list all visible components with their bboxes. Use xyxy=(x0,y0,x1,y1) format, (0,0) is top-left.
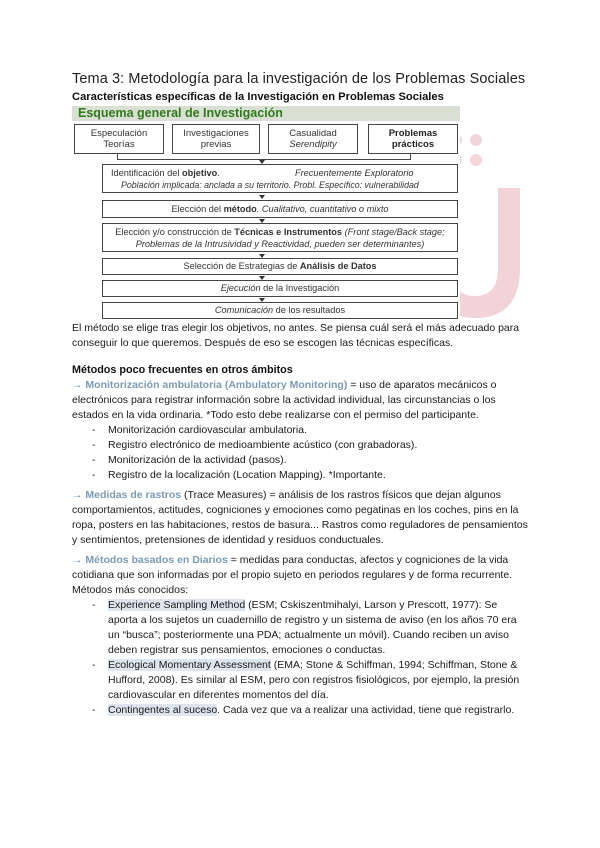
list-item-text: (ESM; Cskiszentmihalyi, Larson y Prescott, 1977): Se aporta a los sujetos un cuadernillo de registro y un sistema de aviso (en los años 70 era un “busca”; posteriormente una PDA; actualmente un móvil). Cuando reciben un aviso deben registrar sus pensamientos, emociones o conductas. xyxy=(108,599,517,656)
metodo-suffix: . Cualitativo, cuantitativo o mixto xyxy=(256,204,389,214)
list-item-text: Registro de la localización (Location Mapping). *Importante. xyxy=(108,469,386,481)
list-item xyxy=(92,453,528,468)
list-item-text: Registro electrónico de medioambiente acústico (con grabadoras). xyxy=(108,439,418,451)
research-schema-figure xyxy=(72,106,460,320)
objetivo-exploratorio: Frecuentemente Exploratorio xyxy=(295,168,414,178)
box-line-1: Investigaciones xyxy=(183,128,249,139)
monitorizacion-text: = uso de aparatos mecánicos o electrónicos para registrar información sobre la actividad individual, las circunstancias o los estados en la vida ordinaria. *Todo esto debe realizarse con el permiso del participante. xyxy=(72,379,497,421)
schema-title: Esquema general de Investigación xyxy=(78,106,283,120)
ejecucion-keyword: Ejecución xyxy=(220,283,261,293)
intro-paragraph: El método se elige tras elegir los objetivos, no antes. Se piensa cuál será el más adecuado para conseguir lo que queremos. Después de eso se escogen las técnicas específicas. xyxy=(72,322,520,349)
arrow-right-icon: → xyxy=(72,554,83,566)
schema-box-especulacion xyxy=(74,124,164,154)
diarios-list xyxy=(92,598,528,718)
schema-box-problemas xyxy=(368,124,458,154)
schema-box-comunicacion xyxy=(102,302,458,319)
rastros-paragraph xyxy=(72,488,532,548)
list-item-text: Monitorización de la actividad (pasos). xyxy=(108,454,287,466)
list-item-term: Contingentes al suceso xyxy=(108,704,218,716)
dash-bullet: - xyxy=(92,704,96,716)
schema-box-metodo xyxy=(102,200,458,218)
box-line-2: prácticos xyxy=(391,139,435,150)
list-item xyxy=(92,703,528,718)
schema-box-ejecucion xyxy=(102,280,458,297)
box-line-1: Casualidad xyxy=(289,128,337,139)
list-item-text: . Cada vez que va a realizar una actividad, tiene que registrarlo. xyxy=(217,704,515,716)
dash-bullet: - xyxy=(92,424,96,436)
list-item xyxy=(92,468,528,483)
metodo-prefix: Elección del xyxy=(171,204,224,214)
arrow-right-icon: → xyxy=(72,379,83,391)
box-line-2: Teorías xyxy=(103,139,135,150)
list-item-text: Monitorización cardiovascular ambulatoria. xyxy=(108,424,308,436)
objetivo-line-1 xyxy=(111,167,453,179)
dash-bullet: - xyxy=(92,469,96,481)
diarios-term: Métodos basados en Diarios xyxy=(85,554,228,566)
monitorizacion-paragraph xyxy=(72,378,532,423)
dash-bullet: - xyxy=(92,454,96,466)
page-title: Tema 3: Metodología para la investigación de los Problemas Sociales xyxy=(72,71,526,87)
objetivo-dot: . xyxy=(217,168,220,178)
analisis-keyword: Análisis de Datos xyxy=(299,261,377,271)
list-item xyxy=(92,598,528,658)
list-item-term: Experience Sampling Method xyxy=(108,599,246,611)
ejecucion-suffix: de la Investigación xyxy=(260,283,340,293)
dash-bullet: - xyxy=(92,659,96,671)
list-item-text: (EMA; Stone & Schiffman, 1994; Schiffman, Stone & Hufford, 2008). Es similar al ESM, pero con registros fisiológicos, por ejemplo, la presión cardiovascular en diferentes momentos del día. xyxy=(108,659,520,701)
metodo-keyword: método xyxy=(223,204,257,214)
objetivo-line-2: Población implicada: anclada a su territorio. Probl. Específico: vulnerabilidad xyxy=(121,180,419,190)
tecnicas-line-1 xyxy=(103,226,457,238)
section-title: Métodos poco frecuentes en otros ámbitos xyxy=(72,364,293,376)
schema-box-casualidad xyxy=(268,124,358,154)
monitorizacion-term: Monitorización ambulatoria (Ambulatory Monitoring) xyxy=(85,379,348,391)
list-item-term: Ecological Momentary Assessment xyxy=(108,659,271,671)
list-item xyxy=(92,438,528,453)
box-line-1: Especulación xyxy=(90,128,148,139)
schema-box-objetivo xyxy=(102,164,458,193)
rastros-text: (Trace Measures) = análisis de los rastros físicos que dejan algunos comportamientos, actitudes, cogniciones y emociones como pegatinas en los coches, pins en la ropa, posters en las habitaciones, restos de basura... Rastros como reguladores de pensamientos y sentimientos, pretensiones de identidad y residuos conductuales. xyxy=(72,489,528,546)
box-line-2: previas xyxy=(200,139,232,150)
dash-bullet: - xyxy=(92,599,96,611)
analisis-prefix: Selección de Estrategias de xyxy=(183,261,300,271)
dash-bullet: - xyxy=(92,439,96,451)
comunicacion-keyword: Comunicación xyxy=(214,305,274,315)
diarios-paragraph xyxy=(72,553,532,598)
tecnicas-suffix: (Front stage/Back stage; xyxy=(342,227,445,237)
page-subtitle: Características específicas de la Investigación en Problemas Sociales xyxy=(72,91,444,103)
schema-header-band xyxy=(72,106,460,121)
monitorizacion-list xyxy=(92,423,528,483)
schema-box-analisis xyxy=(102,258,458,275)
arrow-right-icon: → xyxy=(72,489,83,501)
schema-box-tecnicas xyxy=(102,223,458,252)
list-item xyxy=(92,658,528,703)
box-line-1: Problemas xyxy=(388,128,438,139)
schema-box-investigaciones xyxy=(172,124,260,154)
comunicacion-suffix: de los resultados xyxy=(273,305,346,315)
rastros-term: Medidas de rastros xyxy=(85,489,182,501)
tecnicas-line-2: Problemas de la Intrusividad y Reactividad, pueden ser determinantes) xyxy=(135,239,425,249)
objetivo-prefix: Identificación del xyxy=(111,168,182,178)
list-item xyxy=(92,423,528,438)
diarios-text: = medidas para conductas, afectos y cogniciones de la vida cotidiana que son informadas por el propio sujeto en periodos regulares y de forma recurrente. Métodos más conocidos: xyxy=(72,554,513,596)
objetivo-keyword: objetivo xyxy=(182,168,218,178)
box-line-2: Serendipity xyxy=(289,139,337,150)
tecnicas-keyword: Técnicas e Instrumentos xyxy=(234,227,343,237)
arrow-down-icon xyxy=(259,195,265,199)
tecnicas-prefix: Elección y/o construcción de xyxy=(115,227,235,237)
